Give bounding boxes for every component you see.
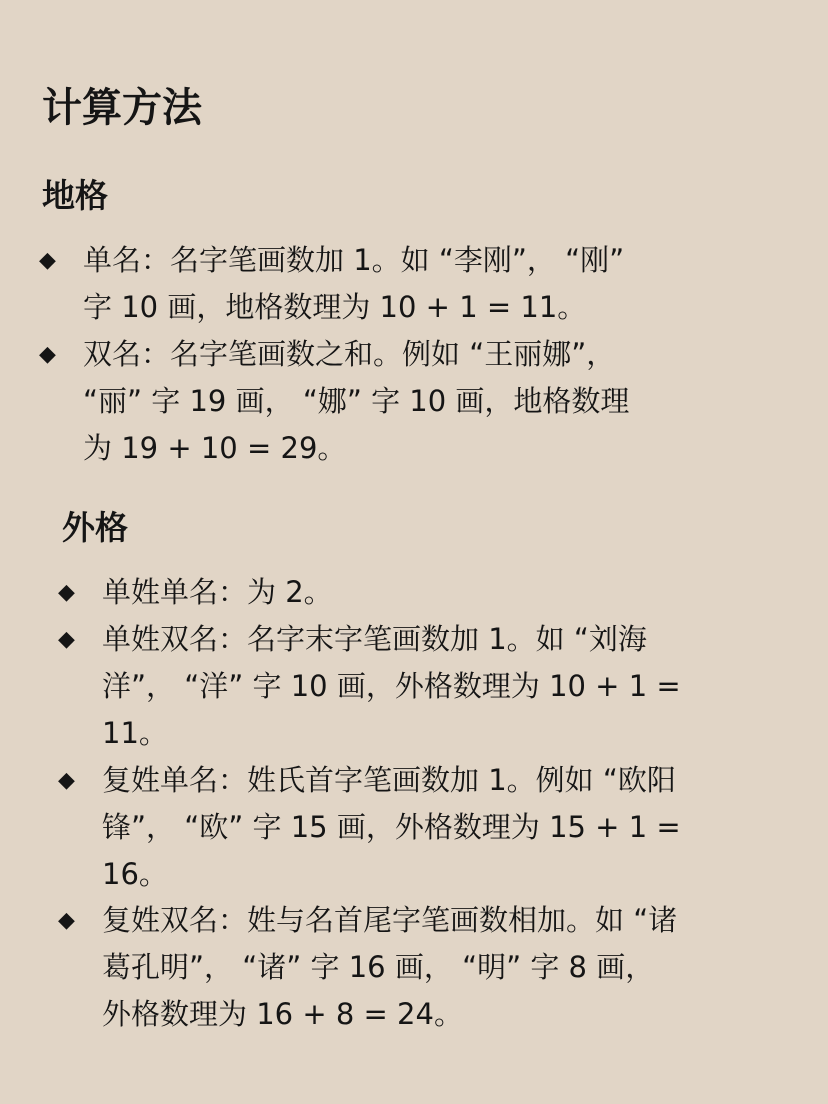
list-item-line: 字 10 画，地格数理为 10 + 1 = 11。 — [83, 290, 587, 324]
list-item-line: 为 19 + 10 = 29。 — [83, 431, 347, 465]
list-item-line: 单名：名字笔画数加 1。如 “李刚”， “刚” — [83, 243, 625, 277]
list-item-line: “丽” 字 19 画， “娜” 字 10 画，地格数理 — [83, 384, 630, 418]
list-item-line: 双名：名字笔画数之和。例如 “王丽娜”， — [83, 337, 616, 371]
diamond-bullet-icon: ◆ — [58, 580, 75, 605]
diamond-bullet-icon: ◆ — [58, 768, 75, 793]
list-item-line: 11。 — [102, 716, 168, 750]
list-item — [58, 757, 681, 898]
list-item-line: 洋”， “洋” 字 10 画，外格数理为 10 + 1 = — [102, 669, 681, 703]
list-item — [58, 569, 333, 616]
diamond-bullet-icon: ◆ — [39, 248, 56, 273]
list-item-line: 锋”， “欧” 字 15 画，外格数理为 15 + 1 = — [102, 810, 681, 844]
section-heading-dige: 地格 — [42, 176, 108, 215]
list-item — [39, 331, 630, 472]
section-heading-waige: 外格 — [62, 508, 128, 547]
diamond-bullet-icon: ◆ — [39, 342, 56, 367]
diamond-bullet-icon: ◆ — [58, 627, 75, 652]
list-item-line: 16。 — [102, 857, 168, 891]
page-title: 计算方法 — [42, 85, 202, 131]
list-item-line: 单姓双名：名字末字笔画数加 1。如 “刘海 — [102, 622, 647, 656]
list-item-line: 葛孔明”， “诸” 字 16 画， “明” 字 8 画， — [102, 950, 655, 984]
list-item-line: 复姓单名：姓氏首字笔画数加 1。例如 “欧阳 — [102, 763, 676, 797]
list-item-line: 单姓单名：为 2。 — [102, 575, 333, 609]
list-item-line: 复姓双名：姓与名首尾字笔画数相加。如 “诸 — [102, 903, 678, 937]
diamond-bullet-icon: ◆ — [58, 908, 75, 933]
list-item — [39, 237, 625, 331]
list-item — [58, 616, 681, 757]
list-item — [58, 897, 678, 1038]
list-item-line: 外格数理为 16 + 8 = 24。 — [102, 997, 463, 1031]
